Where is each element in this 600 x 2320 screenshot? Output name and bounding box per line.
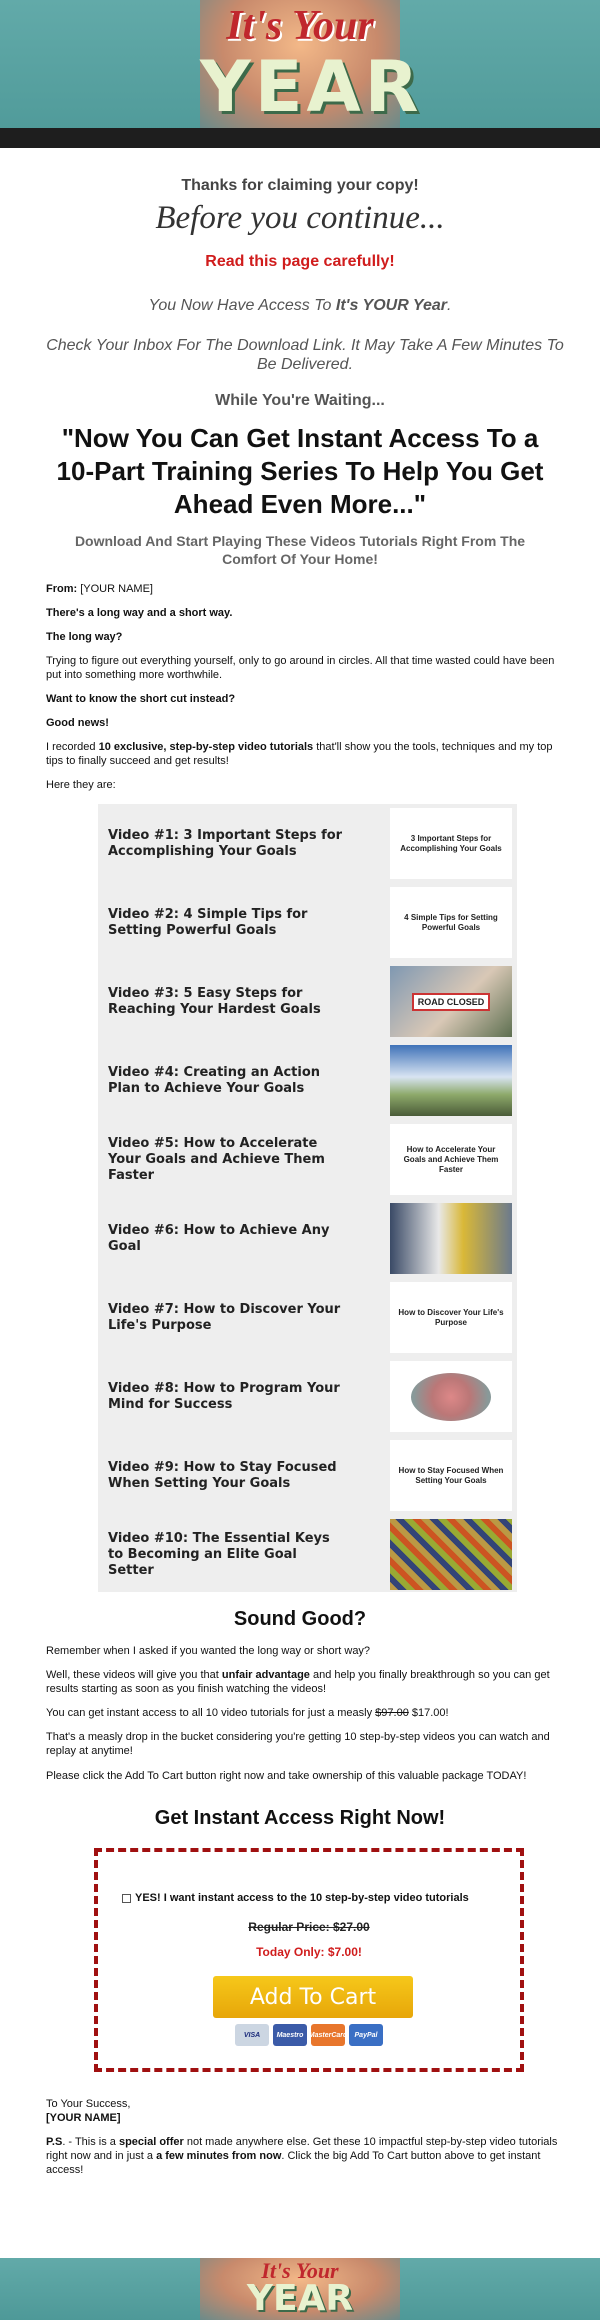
ps-e: . Click the big Add To Cart button above to get instant access! [46,2150,541,2176]
offer-p2-a: Well, these videos will give you that [46,1669,222,1681]
offer-p2-b: unfair advantage [221,1669,310,1681]
footer-banner [0,2258,600,2320]
video-thumbnail: How to Discover Your Life's Purpose [390,1282,512,1353]
add-to-cart-button[interactable]: Add To Cart [213,1976,413,2018]
letter-p2: The long way? [46,631,123,643]
regular-price: Regular Price: $27.00 [248,1920,370,1934]
video-thumbnail: How to Accelerate Your Goals and Achieve Them Faster [390,1124,512,1195]
video-row [98,1436,517,1515]
video-row [98,1120,517,1199]
offer-p2 [46,1668,566,1696]
brain-icon [411,1373,491,1421]
footer-artwork [200,2258,400,2320]
maestro-icon: Maestro [273,2024,307,2046]
letter-p1: There's a long way and a short way. [46,607,233,619]
logo-line2: YEAR [200,46,423,128]
people-image [390,1203,512,1274]
video-row [98,1515,517,1594]
offer-p5: Please click the Add To Cart button right now and take ownership of this valuable package TODAY! [46,1770,527,1782]
mastercard-icon: MasterCard [311,2024,345,2046]
video-thumbnail: 3 Important Steps for Accomplishing Your Goals [390,808,512,879]
video-title: Video #3: 5 Easy Steps for Reaching Your Hardest Goals [108,985,321,1017]
sound-good-heading: Sound Good? [233,1608,367,1630]
video-title: Video #1: 3 Important Steps for Accomplishing Your Goals [108,827,343,859]
offer-p2-c: and help you finally breakthrough so you can get results starting as soon as you finish watching the videos! [46,1669,550,1695]
to-success: To Your Success, [46,2098,131,2110]
read-carefully: Read this page carefully! [205,253,395,270]
header-artwork [200,0,423,128]
video-title: Video #4: Creating an Action Plan to Achieve Your Goals [108,1064,321,1096]
letter-p6-c: that'll show you the tools, techniques and my top tips to finally succeed and get results! [46,741,553,767]
today-price: Today Only: $7.00! [256,1945,362,1959]
signature-name: [YOUR NAME] [46,2112,121,2124]
video-title: Video #7: How to Discover Your Life's Purpose [108,1301,341,1333]
letter-p6-b: 10 exclusive, step-by-step video tutorials [98,741,314,753]
waiting-heading: While You're Waiting... [215,392,385,409]
letter-p6 [46,740,566,768]
video-row [98,1199,517,1278]
letter-p3: Trying to figure out everything yourself, only to go around in circles. All that time wasted could have been put into something more worthwhile. [46,655,555,681]
ps-c: not made anywhere else. Get these 10 impactful step-by-step video tutorials right now and in just a [46,2136,558,2162]
letter-p7: Here they are: [46,779,116,791]
access-suffix: . [447,297,452,314]
video-row [98,1041,517,1120]
ps-b: special offer [118,2136,184,2148]
paypal-icon: PayPal [349,2024,383,2046]
brain-image [390,1361,512,1432]
access-line [0,297,600,315]
letter-p4: Want to know the short cut instead? [46,693,236,705]
footer-logo-line1: It's Your [261,2258,339,2283]
video-title: Video #8: How to Program Your Mind for Success [108,1380,340,1412]
video-row [98,1278,517,1357]
offer-p3 [46,1706,566,1720]
from-name: [YOUR NAME] [77,583,153,595]
ps-label: P.S [46,2136,63,2148]
video-title: Video #6: How to Achieve Any Goal [108,1222,330,1254]
video-list [98,804,517,1592]
visa-icon: VISA [235,2024,269,2046]
instant-access-heading: Get Instant Access Right Now! [154,1807,446,1829]
puzzle-image [390,1519,512,1590]
video-title: Video #5: How to Accelerate Your Goals and Achieve Them Faster [108,1135,325,1183]
ps-paragraph [46,2135,566,2177]
ps-d: a few minutes from now [156,2150,282,2162]
video-row [98,804,517,883]
offer-p3-a: You can get instant access to all 10 video tutorials for just a measly [46,1707,376,1719]
video-thumbnail: 4 Simple Tips for Setting Powerful Goals [390,887,512,958]
main-headline: "Now You Can Get Instant Access To a 10-Part Training Series To Help You Get Ahead Even More..." [56,423,544,519]
video-thumbnail: How to Stay Focused When Setting Your Goals [390,1440,512,1511]
agree-label: YES! I want instant access to the 10 step-by-step video tutorials [135,1892,469,1904]
access-prefix: You Now Have Access To [148,297,336,314]
access-product: It's YOUR Year [335,297,448,314]
video-title: Video #9: How to Stay Focused When Setting Your Goals [108,1459,337,1491]
new-price: $17.00! [408,1707,449,1719]
header-dark-bar [0,128,600,148]
road-closed-image [390,966,512,1037]
letter-p6-a: I recorded [46,741,99,753]
order-box [94,1848,524,2072]
inbox-note: Check Your Inbox For The Download Link. It May Take A Few Minutes To Be Delivered. [46,337,564,373]
road-closed-sign: ROAD CLOSED [412,993,491,1011]
from-line [46,582,566,596]
offer-p1: Remember when I asked if you wanted the long way or short way? [46,1645,371,1657]
video-title: Video #10: The Essential Keys to Becoming an Elite Goal Setter [108,1530,330,1578]
payment-cards [98,2024,520,2046]
ps-a: . - This is a [62,2136,119,2148]
letter-p5: Good news! [46,717,109,729]
subheadline: Download And Start Playing These Videos Tutorials Right From The Comfort Of Your Home! [74,533,526,567]
video-row [98,1357,517,1436]
thanks-heading: Thanks for claiming your copy! [181,177,419,194]
footer-logo-line2: YEAR [246,2278,354,2319]
old-price: $97.00 [375,1707,409,1719]
before-heading: Before you continue... [155,200,445,236]
offer-p4: That's a measly drop in the bucket considering you're getting 10 step-by-step videos you can watch and replay at anytime! [46,1731,550,1757]
agree-checkbox[interactable] [122,1894,131,1903]
video-row [98,962,517,1041]
video-title: Video #2: 4 Simple Tips for Setting Powerful Goals [108,906,308,938]
sky-road-image [390,1045,512,1116]
from-label: From: [46,583,78,595]
agree-checkbox-row[interactable] [122,1892,469,1904]
header-banner [0,0,600,148]
logo-line1: It's Your [226,3,374,49]
video-row [98,883,517,962]
